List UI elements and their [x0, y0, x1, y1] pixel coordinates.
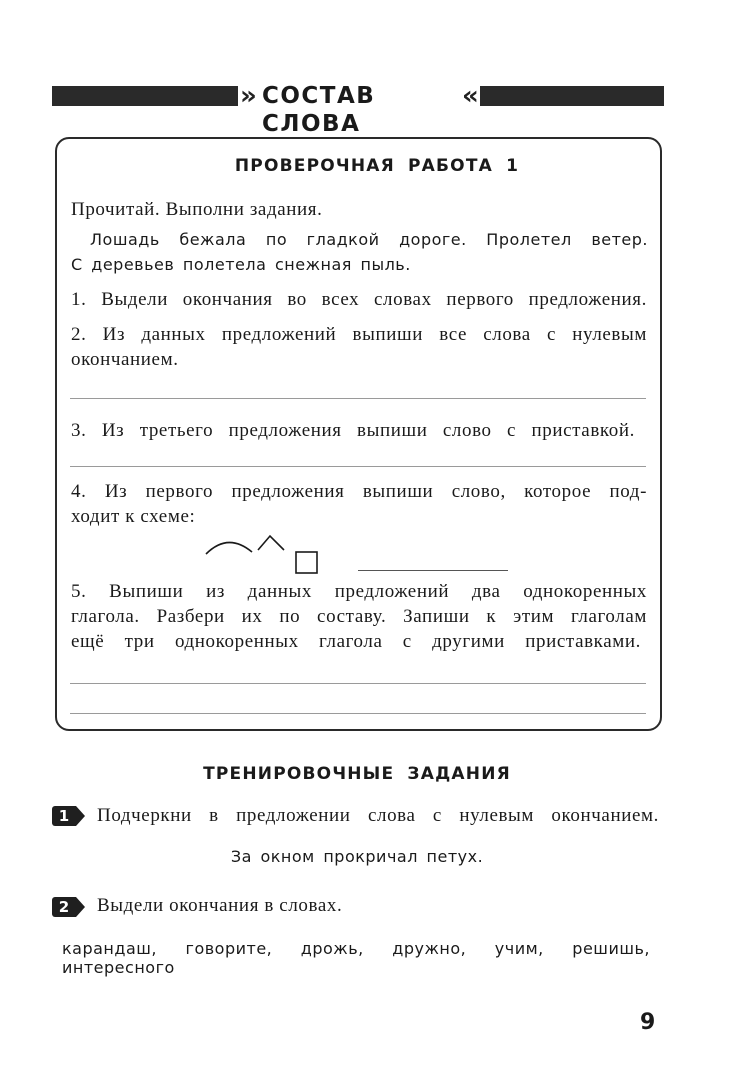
answer-line-task-2[interactable]	[70, 398, 646, 399]
training-title: ТРЕНИРОВОЧНЫЕ ЗАДАНИЯ	[203, 764, 511, 784]
exercise-1-number: 1	[52, 806, 76, 826]
test-instruction: Прочитай. Выполни задания.	[71, 199, 323, 220]
exercise-1-badge	[52, 806, 86, 826]
exercise-2-instruction: Выдели окончания в словах.	[97, 895, 343, 916]
answer-line-task-4[interactable]	[358, 570, 508, 571]
badge-arrow-icon	[76, 806, 85, 826]
task-3: 3. Из третьего предложения выпиши слово с приставкой.	[71, 420, 635, 441]
root-arc-icon	[206, 542, 252, 554]
test-title: ПРОВЕРОЧНАЯ РАБОТА 1	[234, 156, 520, 176]
page-number: 9	[640, 1010, 656, 1035]
task-5-line-3: ещё три однокоренных глагола с другими приставками.	[71, 631, 641, 652]
badge-arrow-icon	[76, 897, 85, 917]
exercise-2-badge	[52, 897, 86, 917]
task-5-line-1: 5. Выпиши из данных предложений два однокоренных	[71, 581, 647, 602]
exercise-1-instruction: Подчеркни в предложении слова с нулевым окончанием.	[97, 805, 659, 826]
header-chevron-left-icon: «	[462, 81, 479, 111]
task-2-line-2: окончанием.	[71, 349, 179, 370]
task-5-line-2: глагола. Разбери их по составу. Запиши к этим глаголам	[71, 606, 647, 627]
task-2-line-1: 2. Из данных предложений выпиши все слова с нулевым	[71, 324, 647, 345]
header-chevron-right-icon: »	[240, 81, 257, 111]
reading-text-line-1: Лошадь бежала по гладкой дороге. Пролетел ветер.	[90, 230, 648, 249]
header-band-left	[52, 86, 238, 106]
section-title: СОСТАВ СЛОВА	[262, 83, 376, 137]
answer-line-task-5-b[interactable]	[70, 713, 646, 714]
suffix-caret-icon	[258, 536, 284, 550]
header-band-right	[480, 86, 664, 106]
task-1: 1. Выдели окончания во всех словах первого предложения.	[71, 289, 647, 310]
exercise-2-number: 2	[52, 897, 76, 917]
task-4-line-2: ходит к схеме:	[71, 506, 196, 527]
ending-box-icon	[296, 552, 317, 573]
task-4-line-1: 4. Из первого предложения выпиши слово, которое под-	[71, 481, 647, 502]
reading-text-line-2: С деревьев полетела снежная пыль.	[71, 255, 411, 274]
answer-line-task-3[interactable]	[70, 466, 646, 467]
exercise-1-sentence: За окном прокричал петух.	[230, 847, 484, 866]
answer-line-task-5-a[interactable]	[70, 683, 646, 684]
word-scheme-icon	[200, 530, 330, 578]
exercise-2-words: карандаш, говорите, дрожь, дружно, учим, решишь, интересного	[62, 939, 650, 977]
